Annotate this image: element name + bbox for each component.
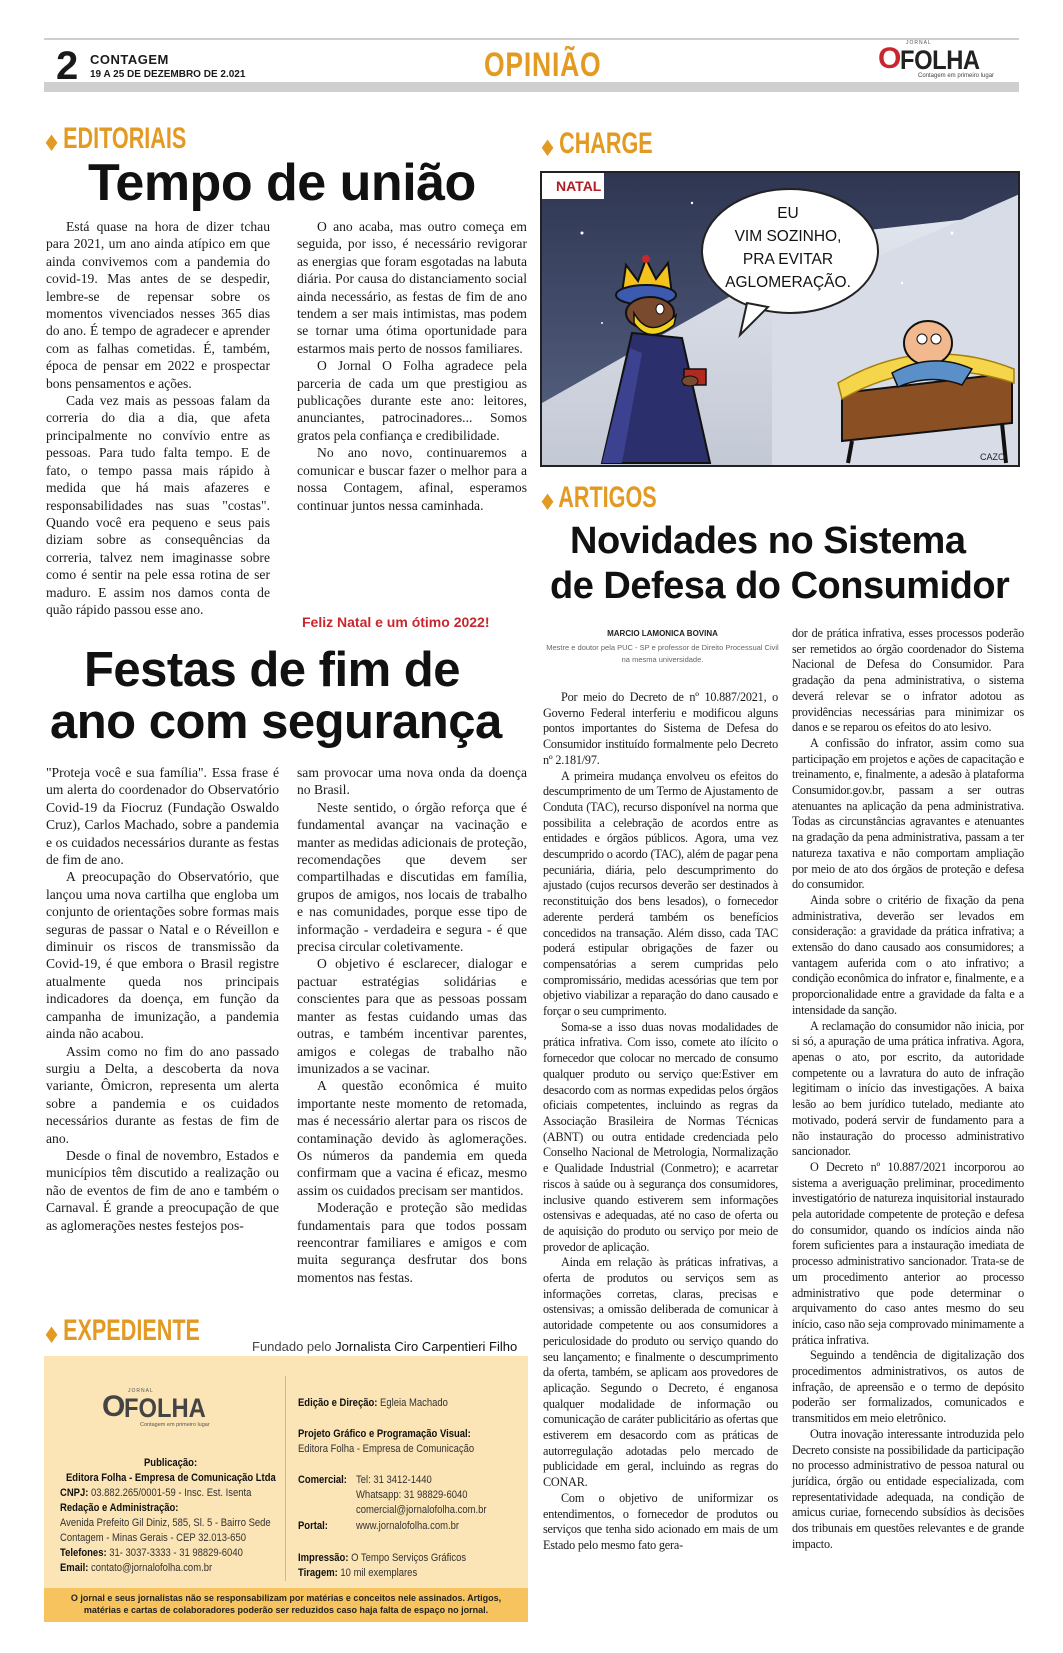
exp-comercial-label: Comercial: (298, 1474, 347, 1486)
paragraph: O ano acaba, mas outro começa em seguida, por isso, é necessário revigorar as energias que foram esgotadas na labuta diária. Por causa do distanciamento social ainda necessário, as festas de fim de ano tendem a ser mais intimistas, mas podem se tornar uma ótima oportunidade para estarmos mais perto de nossos familiares. (297, 219, 527, 356)
festas-title-line2: ano com segurança (50, 695, 502, 749)
section-title: OPINIÃO (484, 46, 602, 84)
exp-address-2: Contagem - Minas Gerais - CEP 32.013-650 (60, 1532, 246, 1544)
article-column-2 (792, 626, 1024, 1552)
speech-line: AGLOMERAÇÃO. (725, 274, 851, 291)
exp-comercial-whatsapp: Whatsapp: 31 98829-6040 (356, 1489, 468, 1501)
exp-pub-company: Editora Folha - Empresa de Comunicação Ltda (66, 1472, 276, 1484)
festas-title-line1: Festas de fim de (84, 643, 460, 697)
founded-by (252, 1339, 517, 1354)
page-header (44, 38, 1019, 100)
page-number: 2 (56, 44, 79, 88)
expediente-section-label: ◆ EXPEDIENTE (46, 1314, 200, 1347)
exp-phones: Telefones: 31- 3037-3333 - 31 98829-6040 (60, 1547, 243, 1559)
logo-small-text: JORNAL (906, 40, 932, 46)
speech-line: VIM SOZINHO, (734, 228, 842, 245)
paragraph: O Decreto nº 10.887/2021 incorporou ao sistema a averiguação preliminar, procedimento investigatório de natureza inquisitorial instaurado pela autoridade competente de proteção e defesa do consumidor, quando os indícios ainda não forem suficientes para a instauração imediata de processo administrativo sancionador. Trata-se de um procedimento anterior ao processo administrativo que pode determinar o arquivamento do caso antes mesmo do seu início, caso não seja comprovado minimamente a prática infrativa. (792, 1159, 1024, 1347)
exp-redacao-label: Redação e Administração: (60, 1502, 179, 1514)
expediente-logo (104, 1388, 234, 1430)
exp-comercial-tel: Tel: 31 3412-1440 (356, 1474, 432, 1486)
editorial-column-1 (46, 218, 270, 618)
speech-line: EU (777, 205, 799, 222)
article-title-line2: de Defesa do Consumidor (550, 565, 1010, 607)
paragraph: Neste sentido, o órgão reforça que é fundamental avançar na vacinação e manter as medidas adicionais de proteção, recomendações que devem ser compartilhadas e discutidas em família, grupos de amigos, nos locais de trabalho e nas comunidades, porque esse tipo de informação - verdadeira e segura - é que precisa circular coletivamente. (297, 799, 527, 955)
logo-tagline: Contagem em primeiro lugar (918, 73, 995, 79)
expediente-divider (285, 1376, 286, 1581)
author-bio-line: na mesma universidade. (621, 655, 704, 664)
paragraph: "Proteja você e sua família". Essa frase é um alerta do coordenador do Observatório Covid-19 da Fiocruz (Fundação Oswaldo Cruz), Carlos Machado, sobre a pandemia e os cuidados necessários durante as festas de fim de ano. (46, 765, 279, 868)
festas-column-1 (46, 764, 279, 1234)
paragraph: O Jornal O Folha agradece pela parceria de cada um que prestigiou as publicações durante este ano: leitores, anunciantes, patrocinadores... Somos gratos pela confiança e credibilidade. (297, 358, 527, 443)
paragraph: Ainda sobre o critério de fixação da pena administrativa, deverão ser levados em consideração: a gravidade da prática infrativa; a extensão do dano causado aos consumidores; a vantagem auferida com o ato infrativo; a condição econômica do infrator e, finalmente, e a proporcionalidade entre a gravidade da falta e a intensidade da sanção. (792, 892, 1024, 1017)
paragraph: Cada vez mais as pessoas falam da correria do dia a dia, que afeta principalmente no convívio entre as pessoas. Para tudo falta tempo. E de fato, o tempo passa mais rápido à medida que há mais afazeres e responsabilidades nas suas "costas". Quando você era pequeno e seus pais diziam sobre as consequências da correria, talvez nem imaginasse sobre como é sentir na pele essa rotina de ser maduro. E assim nos damos conta de quão rápido passou esse ano. (46, 393, 270, 617)
charge-section-label: ◆ CHARGE (542, 127, 653, 160)
article-author: MARCIO LAMONICA BOVINA (607, 629, 718, 638)
paragraph: Soma-se a isso duas novas modalidades de prática infrativa. Com isso, comete ato ilícito o fornecedor que colocar no mercado de consumo qualquer produto ou serviço que:Estiver em desacordo com as normas expedidas pelos órgãos oficiais competentes, incluindo as regras da Associação Brasileira de Normas Técnicas (ABNT) ou outra entidade credenciada pelo Conselho Nacional de Metrologia, Normalização e Qualidade Industrial (Conmetro); e acarretar riscos à saúde ou à segurança dos consumidores, inclusive quando estiverem sem informações ostensivas e adequadas, até no caso de oferta ou de aquisição do produto ou serviço por meio de provedor de aplicação. (543, 1019, 778, 1254)
exp-comercial-email[interactable]: comercial@jornalofolha.com.br (356, 1504, 487, 1516)
exp-edicao: Edição e Direção: Egleia Machado (298, 1397, 448, 1409)
exp-portal-label: Portal: (298, 1520, 328, 1532)
paragraph: Com o objetivo de uniformizar os entendimentos, o fornecedor de produtos ou serviços que tenha sido acionado em mais de um Estado pelo mesmo fato gera- (543, 1490, 778, 1552)
cartoon-label: NATAL (556, 178, 602, 194)
header-city: CONTAGEM (90, 52, 169, 67)
header-top-rule (44, 38, 1019, 40)
disclaimer-line-1: O jornal e seus jornalistas não se responsabilizam por matérias e conceitos nele assinados. Artigos, (70, 1593, 502, 1603)
paragraph: Por meio do Decreto de nº 10.887/2021, o Governo Federal interferiu e modificou alguns pontos importantes do Sistema de Defesa do Consumidor instituído formalmente pelo Decreto nº 2.181/97. (543, 690, 778, 767)
greeting-text: Feliz Natal e um ótimo 2022! (302, 614, 490, 630)
speech-line: PRA EVITAR (742, 251, 834, 268)
exp-email[interactable]: Email: contato@jornalofolha.com.br (60, 1562, 213, 1574)
editorial-column-2 (297, 218, 527, 514)
exp-tiragem: Tiragem: 10 mil exemplares (298, 1567, 418, 1579)
logo-o: O (878, 42, 902, 75)
paragraph: Ainda em relação às práticas infrativas, a oferta de produtos ou serviços sem as informações corretas, claras, precisas e ostensivas; a omissão deliberada de comunicar à autoridade competente ou aos consumidores a periculosidade do produto ou serviço quando do seu lançamento; e finalmente o descumprimento da oferta, também, se aplicam aos provedores de aplicação. Segundo o Decreto, é enganosa qualquer modalidade de informação ou comunicação de caráter publicitário as ofertas que estiverem em desacordo com as práticas de autorregulação adotadas pelo mercado de publicidade em geral, incluindo as regras do CONAR. (543, 1255, 778, 1490)
paragraph: O objetivo é esclarecer, dialogar e pactuar estratégias solidárias e conscientes para que as pessoas possam manter as festas cuidando umas das outras, e também incentivar parentes, amigos e colegas de trabalho não imunizados a se vacinar. (297, 956, 527, 1076)
exp-impressao: Impressão: O Tempo Serviços Gráficos (298, 1552, 467, 1564)
paragraph: A confissão do infrator, assim como sua participação em projetos e ações de capacitação e treinamento, e, finalmente, a adesão à plataforma Consumidor.gov.br, passam a ser outras atenuantes na aplicação da pena administrativa. Todas as circunstâncias agravantes e atenuantes na gradação da pena administrativa, passam a ter natureza taxativa e não comportam ampliação por meio de ato dos órgãos de proteção e defesa do consumidor. (792, 735, 1024, 892)
exp-cnpj: CNPJ: 03.882.265/0001-59 - Insc. Est. Isenta (60, 1487, 252, 1499)
paragraph: Desde o final de novembro, Estados e municípios têm discutido a realização ou não de eventos de fim de ano e também o Carnaval. É grande a preocupação de que as aglomerações nestes festejos pos- (46, 1147, 279, 1233)
article-column-1 (543, 690, 778, 1554)
paragraph: Moderação e proteção são medidas fundamentais para que todos possam reencontrar familiares e amigos e com muita segurança desfrutar dos bons momentos nas festas. (297, 1200, 527, 1285)
exp-portal-link[interactable]: www.jornalofolha.com.br (356, 1520, 460, 1532)
speech-bubble-text (700, 202, 876, 294)
author-bio-line: Mestre e doutor pela PUC - SP e professor de Direito Processual Civil (546, 643, 779, 652)
logo-small-text: JORNAL (128, 1388, 154, 1394)
logo-o: O (102, 1390, 126, 1423)
paragraph: A primeira mudança envolveu os efeitos do descumprimento de um Termo de Ajustamento de Conduta (TAC), recurso disponível na norma que possibilita a celebração de acordos entre as entidades e órgãos públicos. Agora, uma vez descumprido o acordo (TAC), além de pagar pena pecuniária, diária, pelo descumprimento do ajustado (cujos recursos deverão ser destinados à reconstituição dos bens lesados), o fornecedor aderente perderá também os benefícios concedidos na transação. Além disso, cada TAC poderá estipular obrigações de fazer ou compensatórias a serem cumpridas pelo compromissário, medidas acessórias que tem por objetivo viabilizar a reparação do dano causado e forçar o seu cumprimento. (543, 768, 778, 1019)
exp-pub-label: Publicação: (144, 1457, 198, 1469)
disclaimer-bar (44, 1588, 528, 1622)
founded-prefix: Fundado pelo (252, 1339, 336, 1354)
paragraph: Assim como no fim do ano passado surgiu a Delta, a descoberta da nova variante, Ômicron, representa um alerta sobre a pandemia e os cuidados necessários durante as festas de fim de ano. (46, 1043, 279, 1146)
disclaimer-line-2: matérias e cartas de colaboradores poderão ser reduzidos caso haja falta de espaço no jornal. (83, 1605, 489, 1615)
paragraph: sam provocar uma nova onda da doença no Brasil. (297, 765, 527, 798)
editoriais-section-label: ◆ EDITORIAIS (46, 122, 187, 155)
exp-address-1: Avenida Prefeito Gil Diniz, 585, Sl. 5 - Bairro Sede (60, 1517, 271, 1529)
article-title-line1: Novidades no Sistema (570, 520, 966, 562)
paragraph: Está quase na hora de dizer tchau para 2021, um ano ainda atípico em que ainda convivemos com a pandemia do covid-19. Mas antes de se despedir, lembre-se de repensar sobre os momentos vivenciados nesses 365 dias do ano. É tempo de agradecer e aprender com as falhas cometidas. É, também, época de pensar em 2022 e prospectar bons pensamentos e ações. (46, 219, 270, 391)
header-date: 19 A 25 DE DEZEMBRO DE 2.021 (90, 69, 246, 80)
newspaper-logo[interactable] (880, 40, 1015, 82)
paragraph: Outra inovação interessante introduzida pelo Decreto consiste na possibilidade da participação no processo administrativo de pessoa natural ou jurídica, órgão ou entidade especializada, com representatividade adequada, na condição de amicus curiae, fornecendo subsídios às decisões dos tribunais em questões relevantes e de grande impacto. (792, 1426, 1024, 1551)
paragraph: dor de prática infrativa, esses processos poderão ser remetidos ao órgão coordenador do Sistema Nacional de Defesa do Consumidor. Para gradação da pena administrativa, o sistema deverá relevar se o infrator adotou as providências necessárias para minimizar os danos e se reparou os efeitos do ato lesivo. (792, 626, 1024, 735)
paragraph: A preocupação do Observatório, que lançou uma nova cartilha que engloba um conjunto de orientações sobre formas mais seguras de passar o Natal e o Réveillon e diminuir os riscos de transmissão da Covid-19, é que embora o Brasil registre atualmente queda nos principais indicadores da doença, em função da campanha de imunização, a pandemia ainda não acabou. (46, 869, 279, 1042)
paragraph: No ano novo, continuaremos a comunicar e buscar fazer o melhor para a nossa Contagem, afinal, esperamos continuar juntos nessa caminhada. (297, 445, 527, 513)
founder-name: Jornalista Ciro Carpentieri Filho (335, 1339, 518, 1354)
exp-projeto-value: Editora Folha - Empresa de Comunicação (298, 1443, 475, 1455)
logo-text: FOLHA (124, 1393, 206, 1423)
exp-projeto-label: Projeto Gráfico e Programação Visual: (298, 1428, 471, 1440)
paragraph: A reclamação do consumidor não inicia, por si só, a apuração de uma prática infrativa. Agora, apenas o ato, por escrito, da autoridade competente ou a lavratura do auto de infração legitimam o início das investigações. A baixa lesão ao bem jurídico tutelado, mediante ato motivado, poderá servir de fundamento para a não instauração do processo administrativo sancionador. (792, 1018, 1024, 1159)
artigos-section-label: ◆ ARTIGOS (542, 481, 657, 514)
festas-column-2 (297, 764, 527, 1286)
editorial-title: Tempo de união (88, 154, 476, 212)
cartoonist-signature: CAZO (980, 452, 1006, 462)
article-author-bio (543, 642, 782, 666)
paragraph: Seguindo a tendência de digitalização dos procedimentos administrativos, os autos de infração, de apreensão e o termo de depósito poderão ser formalizados, comunicados e transmitidos em meio eletrônico. (792, 1348, 1024, 1426)
logo-tagline: Contagem em primeiro lugar (140, 1422, 210, 1428)
logo-text: FOLHA (900, 45, 980, 75)
paragraph: A questão econômica é muito importante neste momento de retomada, mas é necessário alertar para os riscos de contaminação devido às aglomerações. Os números da pandemia em queda confirmam que a vacina é eficaz, mesmo assim os cuidados precisam ser mantidos. (297, 1078, 527, 1198)
